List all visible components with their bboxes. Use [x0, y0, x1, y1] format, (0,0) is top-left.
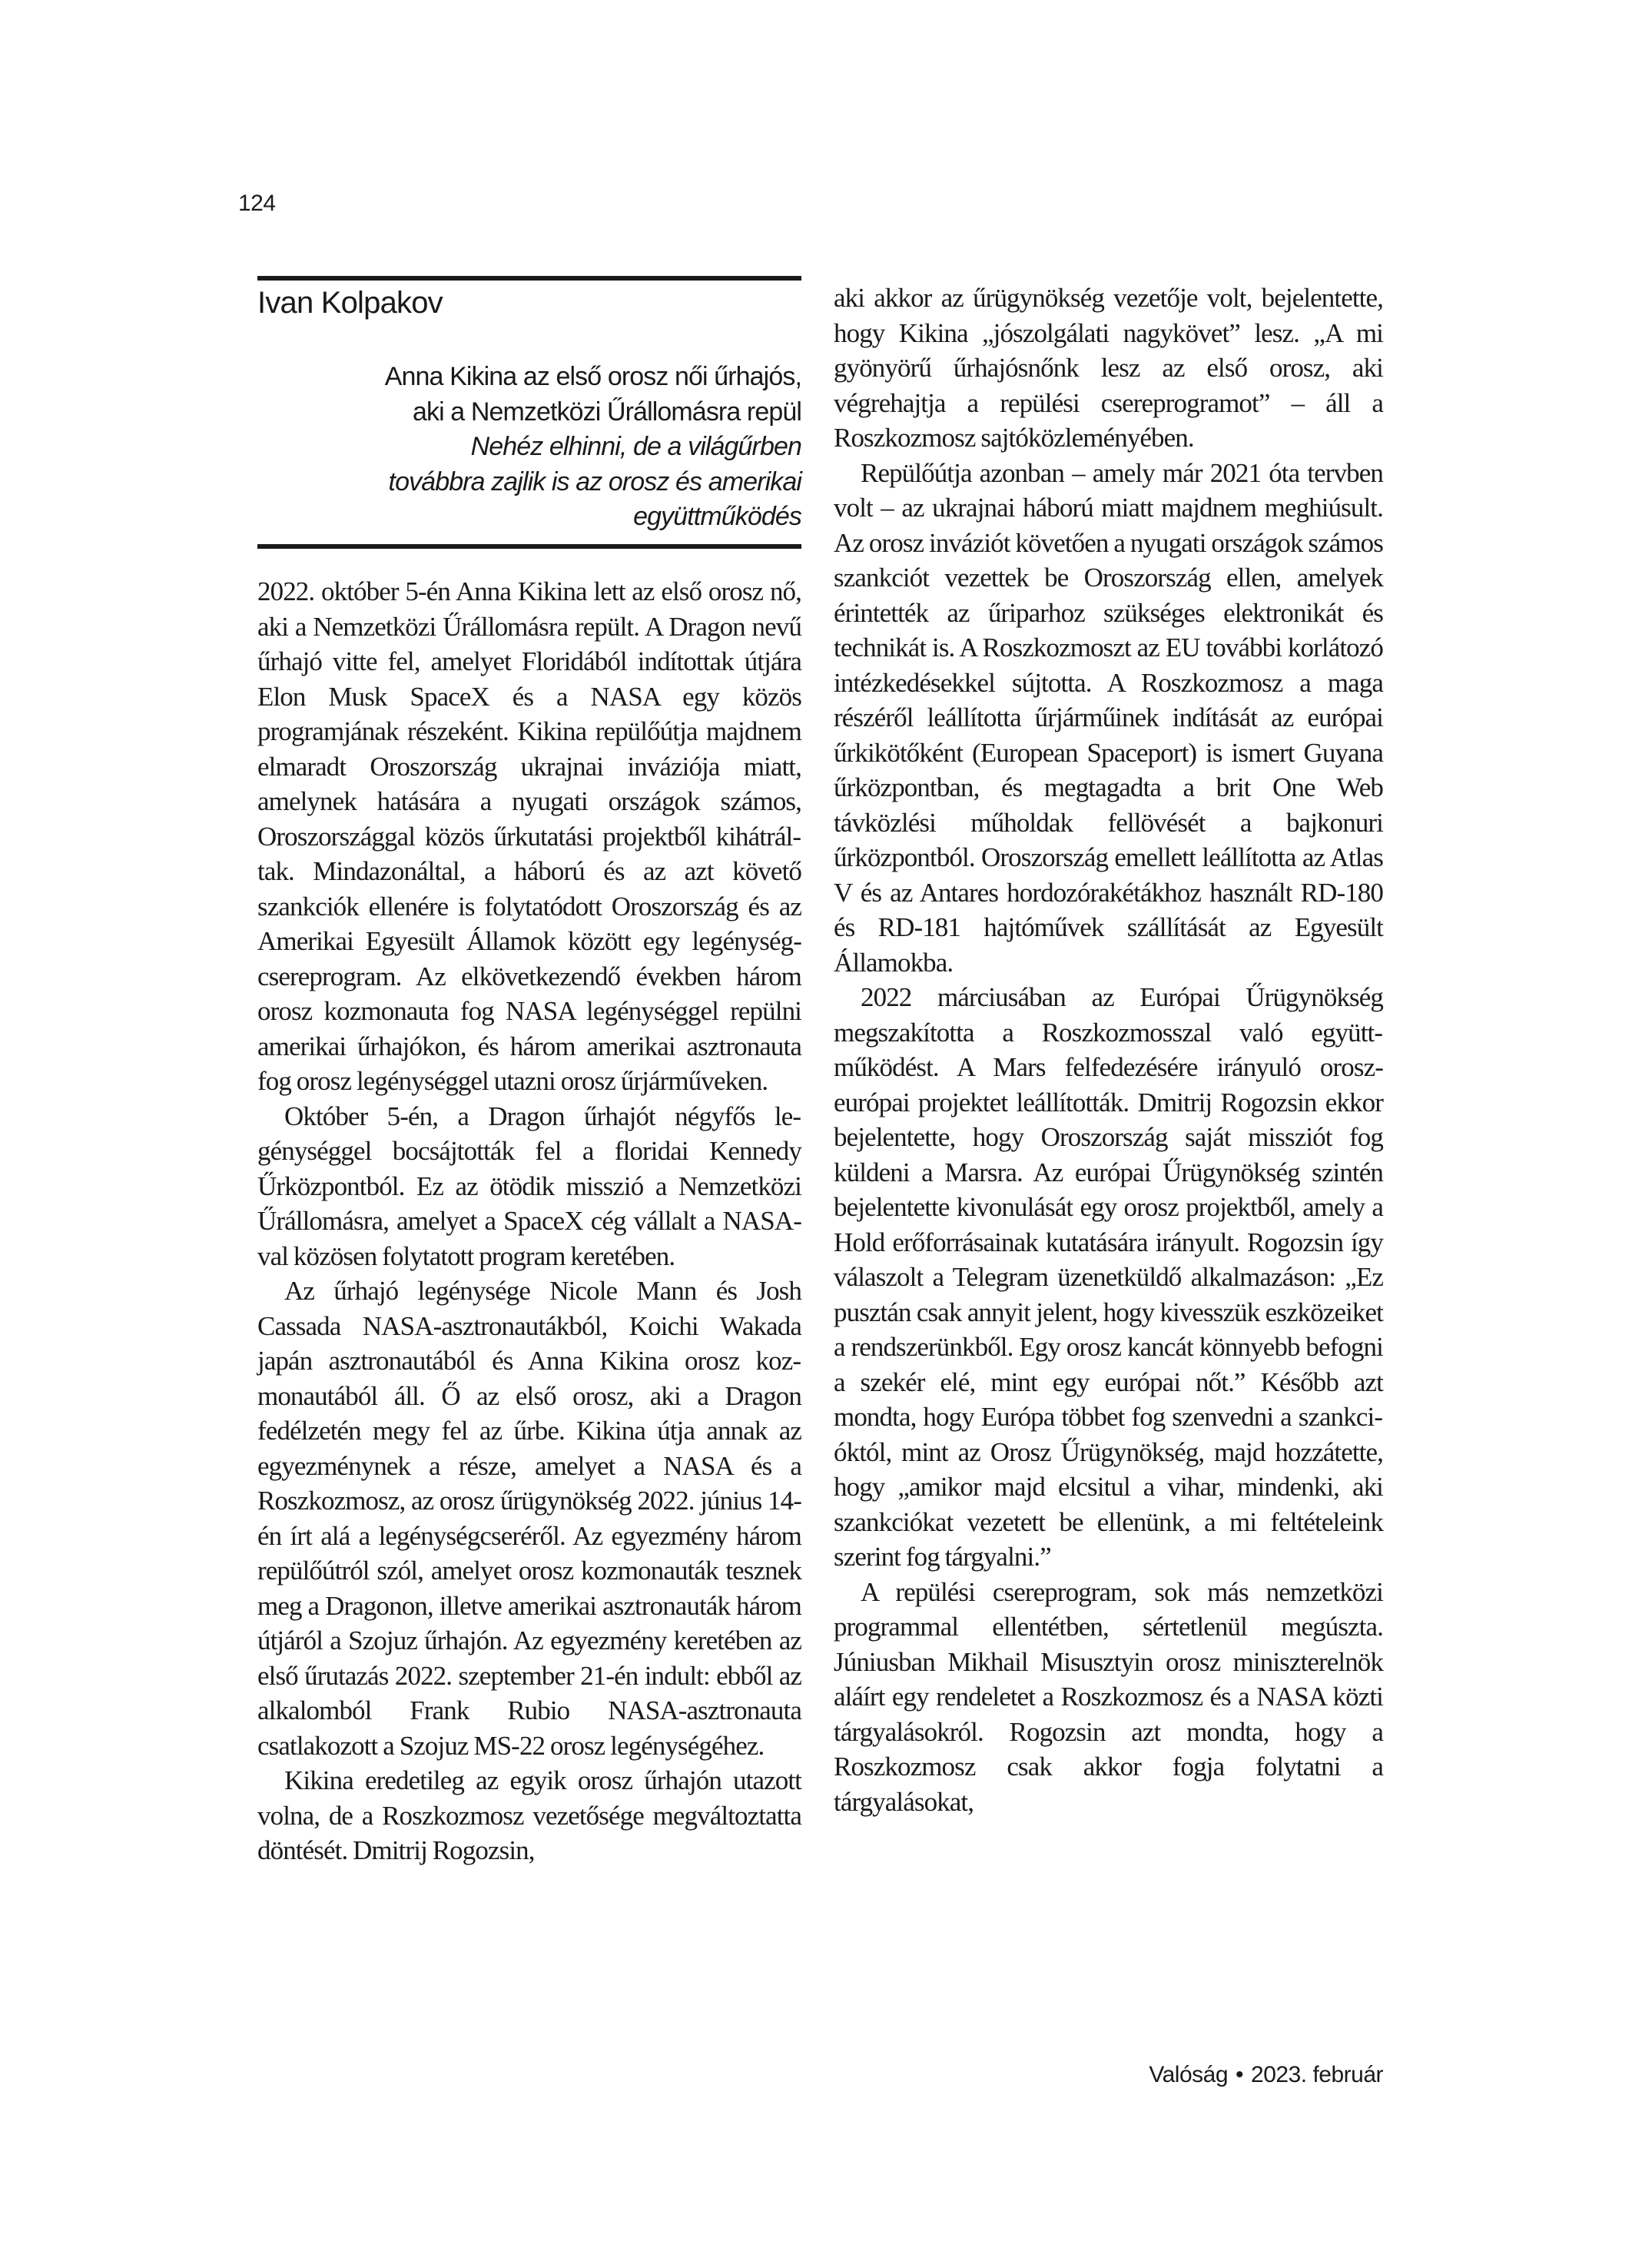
headline-subtitle-line: együttműködés: [633, 502, 801, 531]
page-footer: [834, 2062, 1383, 2088]
bullet-separator: •: [1236, 2062, 1244, 2087]
header-rule-top: [257, 276, 801, 281]
paragraph: 2022 márciusában az Európai Űrügynökség megszakította a Roszkozmosszal való együttműködést. A Mars felfedezésére irányuló orosz-európai projektet leállították. Dmitrij Rogozsin ekkor bejelentette, hogy Oroszország saját missziót fog küldeni a Marsra. Az európai Űrügynökség szintén bejelentette kivonulását egy orosz projektből, amely a Hold erőforrásainak kutatására irányult. Rogozsin így válaszolt a Telegram üzenetküldő alkalmazáson: „Ez pusztán csak annyit jelent, hogy kivesszük eszközeiket a rendszerünkből. Egy orosz kancát könnyebb befogni a szekér elé, mint egy európai nőt.” Később azt mondta, hogy Európa többet fog szenvedni a szankcióktól, mint az Orosz Űrügynökség, majd hozzátette, hogy „amikor majd elcsitul a vihar, mindenki, aki szankciókat vezetett be ellenünk, a mi feltételeink szerint fog tárgyalni.”: [834, 982, 1383, 1572]
author-name: Ivan Kolpakov: [257, 286, 443, 320]
paragraph: 2022. október 5-én Anna Kikina lett az első orosz nő, aki a Nemzetközi Űrállomásra repült. A Dragon nevű űrhajó vitte fel, amelyet Floridából indítottak útjára Elon Musk SpaceX és a NASA egy közös programjának részeként. Kikina repülőútja majdnem elmaradt Oroszország ukrajnai inváziója miatt, amelynek hatására a nyugati országok számos, Oroszországgal közös űrkutatási projektből kihátráltak. Mindazonáltal, a háború és az azt követő szankciók ellenére is folytatódott Oroszország és az Amerikai Egyesült Államok között egy legénység-csereprogram. Az elkövetkezendő években három orosz kozmonauta fog NASA legénységgel repülni amerikai űrhajókon, és három amerikai asztronauta fog orosz legénységgel utazni orosz űrjárműveken.: [257, 576, 801, 1096]
publication-name: Valóság: [1149, 2062, 1229, 2087]
headline-title-line: Anna Kikina az első orosz női űrhajós,: [384, 362, 801, 391]
paragraph: Kikina eredetileg az egyik orosz űrhajón utazott volna, de a Roszkozmosz vezetősége megváltoztatta döntését. Dmitrij Rogozsin,: [257, 1765, 801, 1865]
article-headline: [257, 360, 801, 535]
left-column: [257, 574, 801, 1868]
header-rule-bottom: [257, 544, 801, 549]
headline-title-line: aki a Nemzetközi Űrállomásra repül: [412, 397, 801, 427]
paragraph: Október 5-én, a Dragon űrhajót négyfős legénységgel bocsájtották fel a floridai Kennedy Űrközpontból. Ez az ötödik misszió a Nemzetközi Űrállomásra, amelyet a SpaceX cég vállalt a NASA-val közösen folytatott program keretében.: [257, 1101, 801, 1271]
paragraph: aki akkor az űrügynökség vezetője volt, bejelentette, hogy Kikina „jószolgálati nagykövet” lesz. „A mi gyönyörű űrhajósnőnk lesz az első orosz, aki végrehajtja a repülési csereprogramot” – áll a Roszkozmosz sajtóközleményében.: [834, 283, 1383, 453]
paragraph: A repülési csereprogram, sok más nemzetközi programmal ellentétben, sértetlenül megúszta. Júniusban Mikhail Misusztyin orosz miniszterelnök aláírt egy rendeletet a Roszkozmosz és a NASA közti tárgyalásokról. Rogozsin azt mondta, hogy a Roszkozmosz csak akkor fogja folytatni a tárgyalásokat,: [834, 1576, 1383, 1817]
paragraph: Repülőútja azonban – amely már 2021 óta tervben volt – az ukrajnai háború miatt majdnem meghiúsult. Az orosz inváziót követően a nyugati országok számos szankciót vezettek be Oroszország ellen, amelyek érintették az űriparhoz szükséges elektronikát és technikát is. A Roszkozmoszt az EU további korlátozó intézkedésekkel sújtotta. A Roszkozmosz a maga részéről leállította űrjárműinek indítását az európai űrkikötőként (European Spaceport) is ismert Guyana űrközpontban, és megtagadta a brit One Web távközlési műholdak fellövését a bajkonuri űrközpontból. Oroszország emellett leállította az Atlas V és az Antares hordozórakétákhoz használt RD-180 és RD-181 hajtóművek szállítását az Egyesült Államokba.: [834, 457, 1384, 978]
headline-subtitle-line: továbbra zajlik is az orosz és amerikai: [388, 467, 801, 496]
right-column: [834, 281, 1383, 1819]
paragraph: Az űrhajó legénysége Nicole Mann és Josh Cassada NASA-asztronautákból, Koichi Wakada japán asztronautából és Anna Kikina orosz kozmonautából áll. Ő az első orosz, aki a Dragon fedélzetén megy fel az űrbe. Kikina útja annak az egyezménynek a része, amelyet a NASA és a Roszkozmosz, az orosz űrügynökség 2022. június 14-én írt alá a legénységcseréről. Az egyezmény három repülőútról szól, amelyet orosz kozmonauták tesznek meg a Dragonon, illetve amerikai asztronauták három útjáról a Szojuz űrhajón. Az egyezmény keretében az első űrutazás 2022. szeptember 21-én indult: ebből az alkalomból Frank Rubio NASA-asztronauta csatlakozott a Szojuz MS-22 orosz legénységéhez.: [257, 1276, 801, 1761]
headline-subtitle-line: Nehéz elhinni, de a világűrben: [470, 432, 801, 461]
issue-date: 2023. február: [1251, 2062, 1383, 2087]
page-number: 124: [238, 191, 276, 216]
